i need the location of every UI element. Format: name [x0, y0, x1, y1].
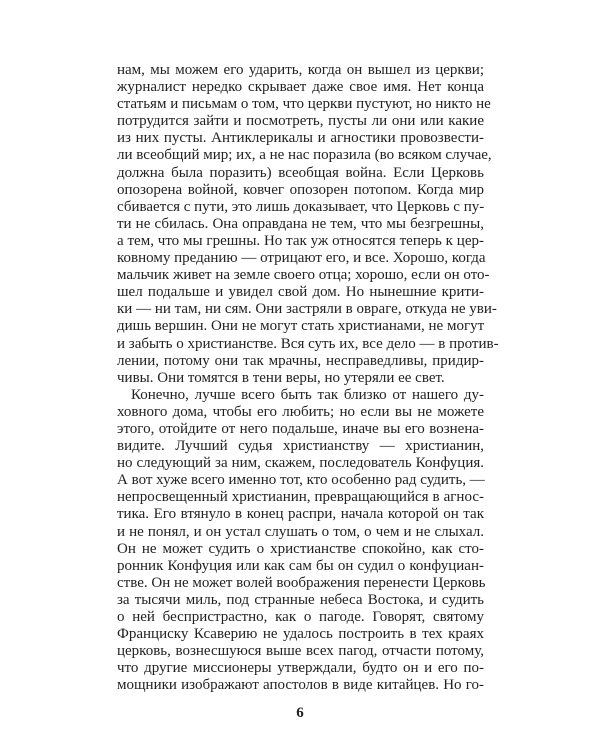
text-line: чивы. Они томятся в тени веры, но утеряли ее свет. [117, 369, 445, 386]
text-line: сбивается с пути, это лишь доказывает, что Церковь с пу- [117, 198, 485, 215]
text-line: и не понял, и он устал слушать о том, о чем и не слыхал. [117, 523, 484, 540]
text-line: статьям и письмам о том, что церкви пустуют, но никто не [117, 96, 491, 113]
text-line: непросвещенный христианин, превращающийся в агнос- [117, 489, 484, 506]
text-line: А вот хуже всего именно тот, кто особенно рад судить, — [117, 472, 485, 489]
text-line: потрудится зайти и посмотреть, пусты ли они или какие [117, 113, 484, 130]
text-line: опозорена войной, ковчег опозорен потопом. Когда мир [117, 181, 484, 198]
text-line: и забыть о христианстве. Вся суть их, все дело — в против- [117, 335, 499, 352]
text-line: из них пусты. Антиклерикалы и агностики провозвести- [117, 130, 484, 147]
text-line: видите. Лучший судья христианству — христианин, [117, 438, 484, 455]
text-line: лении, потому они так мрачны, несправедливы, придир- [117, 352, 484, 369]
text-line: журналист нередко скрывает даже свое имя. Нет конца [117, 79, 484, 96]
text-line: тика. Его втянуло в конец распри, начала которой он так [117, 506, 484, 523]
text-line: Он не может судить о христианстве спокойно, как сто- [117, 540, 484, 557]
text-line: ти не сбилась. Она оправдана не тем, что мы безгрешны, [117, 215, 484, 232]
text-line: за тысячи миль, под странные небеса Востока, и судить [117, 591, 484, 608]
text-line: о ней беспристрастно, как о пагоде. Говорят, святому [117, 609, 484, 625]
text-line: а тем, что мы грешны. Но так уж относятся теперь к цер- [117, 232, 484, 249]
text-line: должна была поразить) всеобщая война. Если Церковь [117, 164, 484, 181]
text-line: ронник Конфуция или как сам бы он судил о конфуциан- [117, 557, 484, 574]
text-line: Франциску Ксаверию не удалось построить в тех краях [117, 626, 484, 643]
text-line: церковь, вознесшуюся выше всех пагод, отчасти потому, [117, 643, 484, 660]
text-line: мальчик живет на земле своего отца; хорошо, если он ото- [117, 267, 490, 284]
text-line: этого, отойдите от него подальше, иначе вы его вознена- [117, 420, 484, 437]
text-line: шел подальше и увидел свой дом. Но нынешние крити- [117, 284, 484, 301]
text-line: нам, мы можем его ударить, когда он вышел из церкви; [117, 62, 484, 78]
text-line: стве. Он не может волей воображения перенести Церковь [117, 574, 486, 591]
text-line: ховного дома, чтобы его любить; но если вы не можете [117, 403, 484, 420]
text-line: мощники изображают апостолов в виде китайцев. Но го- [117, 677, 484, 694]
text-line: но следующий за ним, скажем, последователь Конфуция. [117, 455, 484, 472]
text-line: ки — ни там, ни сям. Они застряли в овраге, откуда не уви- [117, 301, 497, 318]
page-number: 6 [296, 705, 304, 721]
text-line: ковному преданию — отрицают его, и все. Хорошо, когда [117, 250, 486, 267]
body-text [117, 62, 499, 694]
text-line: ли всеобщий мир; их, а не нас поразила (во всяком случае, [117, 147, 492, 164]
text-line: дишь вершин. Они не могут стать христианами, не могут [117, 318, 485, 335]
text-line: что другие миссионеры утверждали, будто он и его по- [117, 660, 484, 677]
text-line: Конечно, лучше всего быть так близко от нашего ду- [131, 386, 484, 403]
